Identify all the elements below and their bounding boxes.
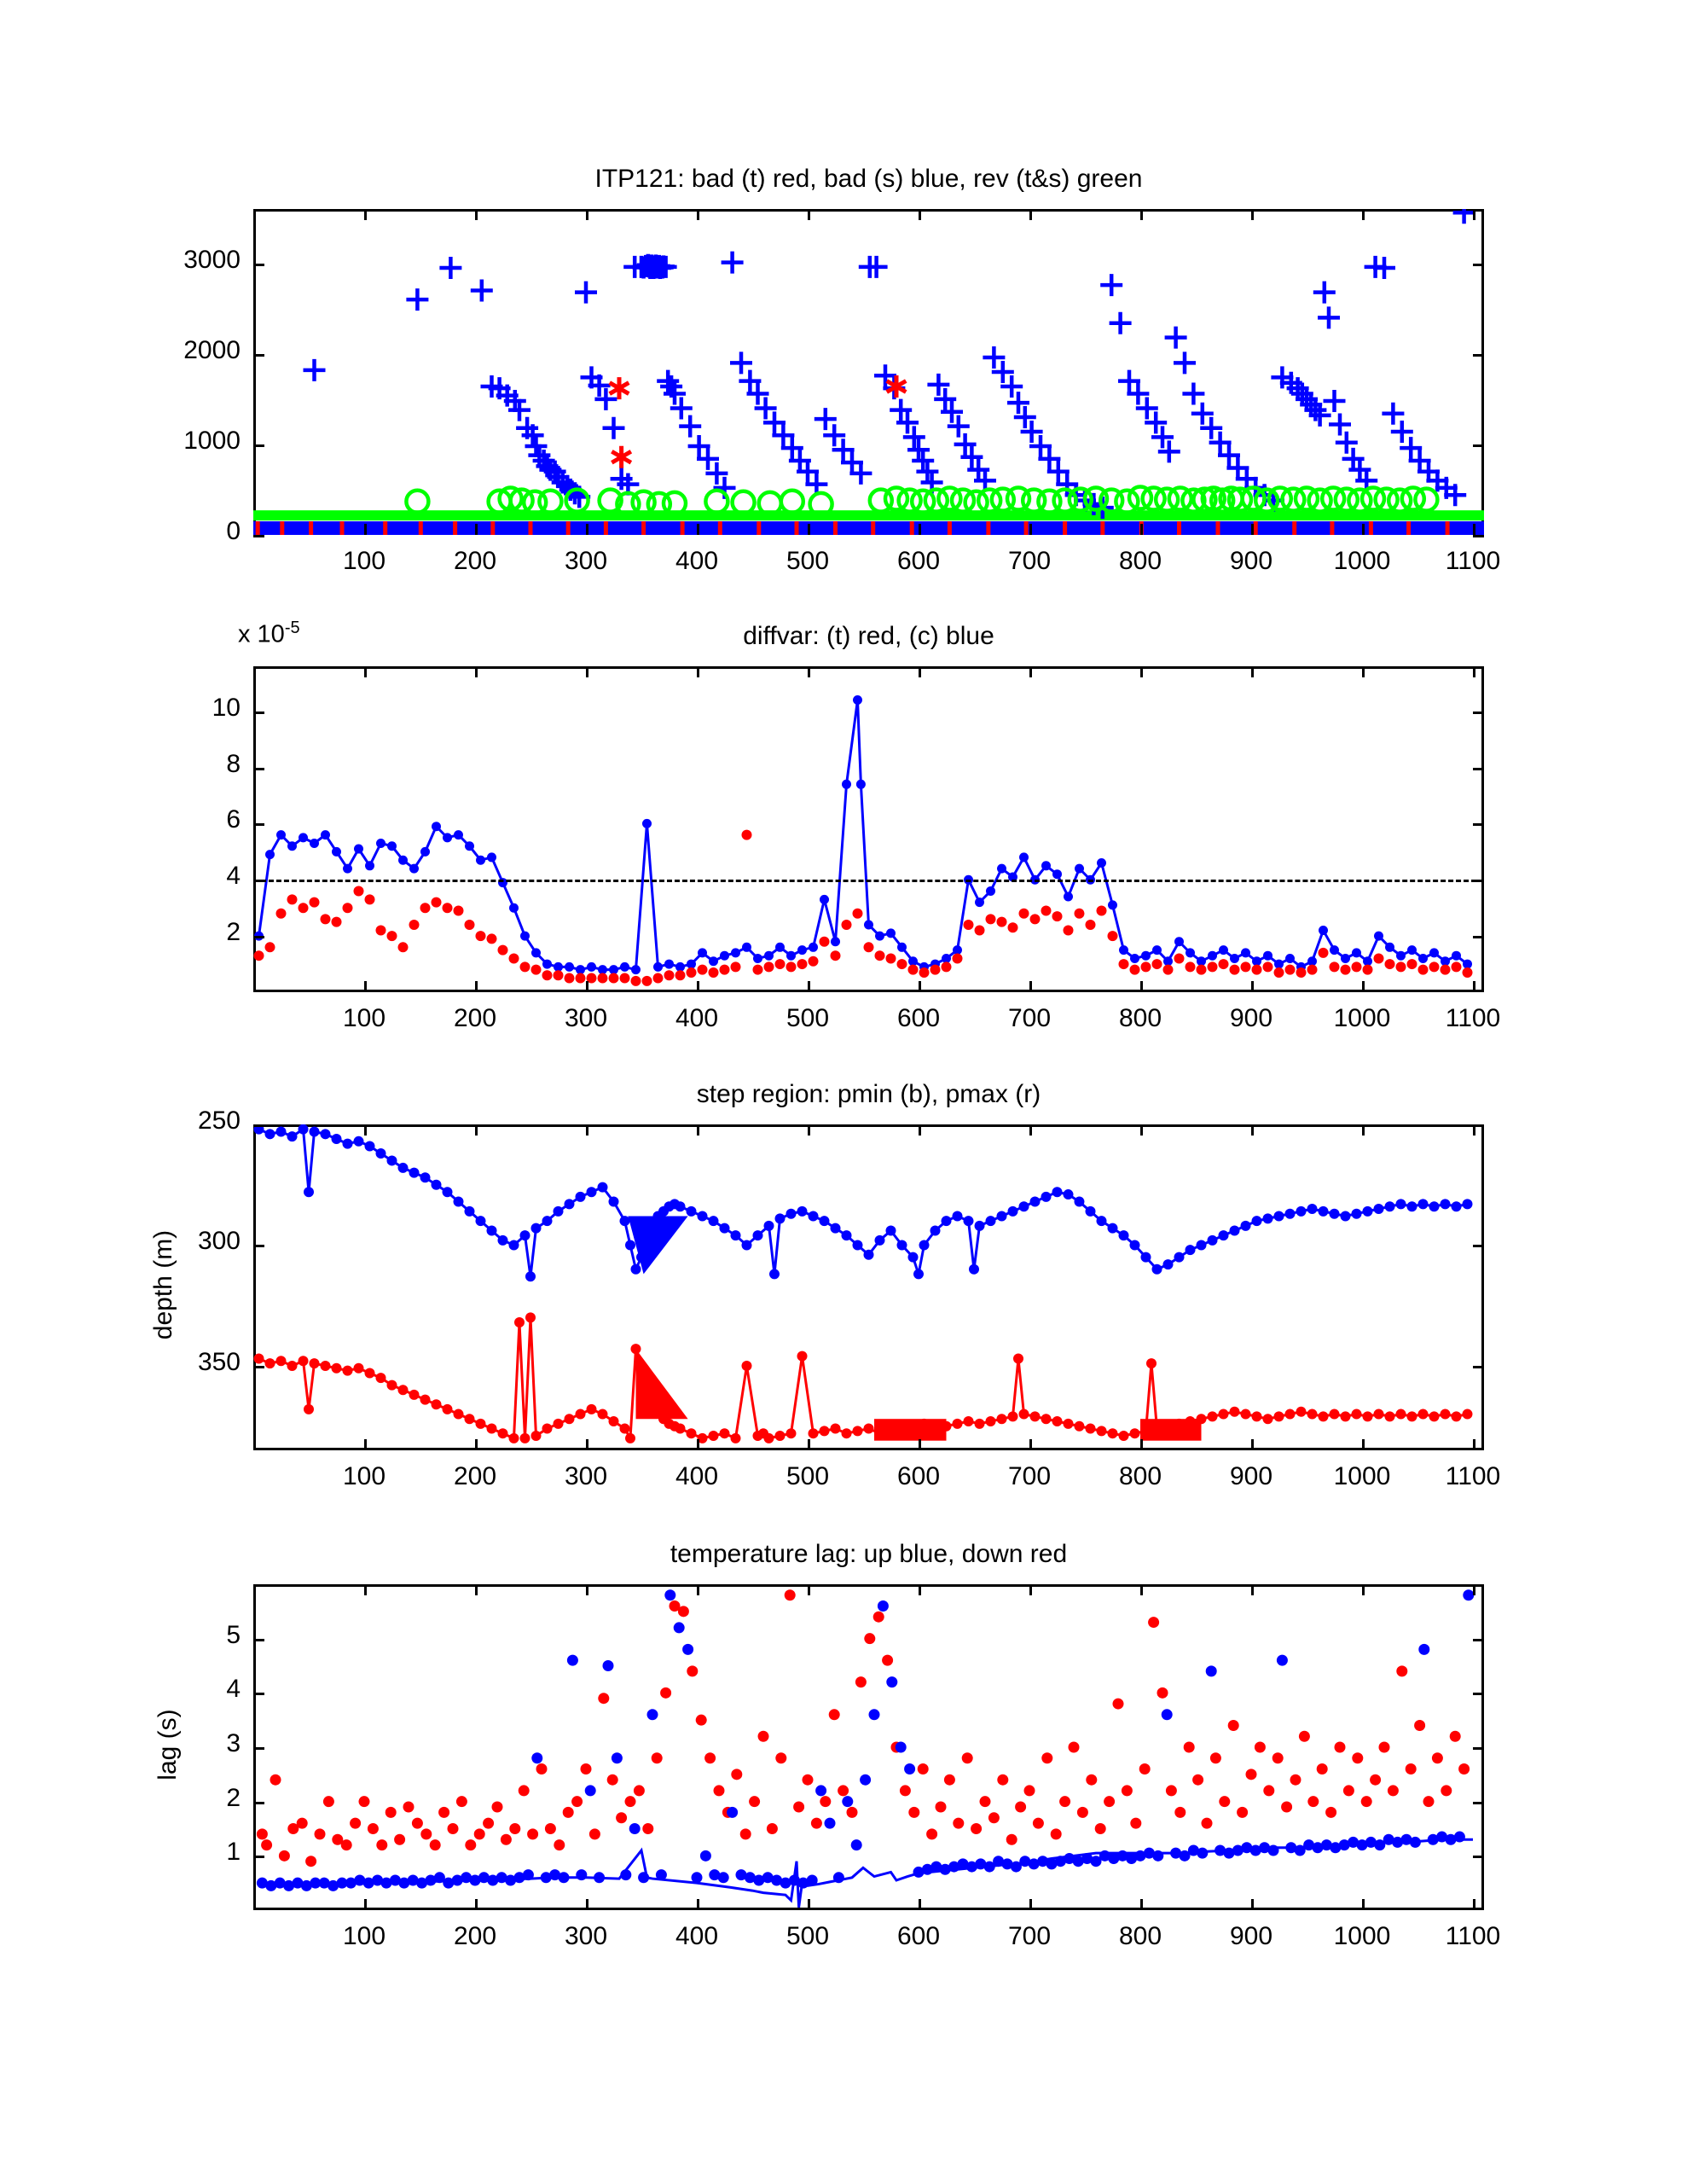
x-tick-top	[1140, 1124, 1143, 1136]
x-tick-label: 1100	[1445, 1004, 1501, 1032]
x-tick	[364, 524, 367, 535]
x-tick-label: 900	[1229, 1922, 1273, 1950]
x-tick-top	[364, 666, 367, 677]
x-tick-label: 300	[564, 1004, 608, 1032]
y-tick	[253, 1856, 264, 1858]
x-tick-label: 200	[453, 1004, 497, 1032]
x-tick-top	[1473, 666, 1475, 677]
y-tick-label: 1000	[183, 426, 241, 455]
y-tick	[253, 936, 264, 938]
x-tick-label: 1000	[1333, 1462, 1391, 1490]
panel-diffvar-title: diffvar: (t) red, (c) blue	[743, 622, 994, 650]
x-tick-label: 500	[786, 1004, 830, 1032]
x-tick-label: 300	[564, 547, 608, 575]
x-tick-top	[1251, 209, 1254, 220]
x-tick-label: 300	[564, 1462, 608, 1490]
x-tick-label: 1100	[1445, 547, 1501, 575]
x-tick	[1362, 1439, 1365, 1450]
y-tick-right	[1473, 354, 1484, 357]
x-tick	[1473, 524, 1475, 535]
x-tick-top	[808, 209, 810, 220]
x-tick-label: 500	[786, 1462, 830, 1490]
series-group	[257, 1589, 1474, 1908]
x-tick-top	[475, 1584, 478, 1595]
x-tick-label: 100	[342, 1462, 386, 1490]
x-tick-label: 700	[1007, 547, 1052, 575]
y-tick-label: 250	[197, 1107, 241, 1135]
pmin-line	[259, 1130, 1468, 1277]
y-tick-label: 10	[212, 693, 241, 722]
x-tick	[1029, 981, 1032, 992]
x-tick-label: 900	[1229, 547, 1273, 575]
x-tick-top	[1029, 209, 1032, 220]
x-tick	[697, 981, 699, 992]
x-tick	[697, 524, 699, 535]
x-tick-top	[808, 1124, 810, 1136]
x-tick-top	[1362, 1124, 1365, 1136]
x-tick-top	[697, 666, 699, 677]
x-tick-label: 1000	[1333, 547, 1391, 575]
panel-step-region-title: step region: pmin (b), pmax (r)	[696, 1080, 1041, 1108]
x-tick-label: 1100	[1445, 1462, 1501, 1490]
y-tick-right	[1473, 444, 1484, 447]
y-tick-label: 2000	[183, 335, 241, 364]
x-tick	[1362, 981, 1365, 992]
x-tick-top	[697, 1124, 699, 1136]
x-tick-label: 600	[896, 1004, 941, 1032]
y-tick-right	[1473, 1639, 1484, 1641]
y-tick-right	[1473, 1856, 1484, 1858]
x-tick	[475, 1899, 478, 1910]
x-tick	[1251, 524, 1254, 535]
x-tick-top	[475, 209, 478, 220]
x-tick-top	[1251, 1584, 1254, 1595]
rev-baseline-line	[253, 510, 1484, 520]
x-tick-label: 500	[786, 547, 830, 575]
x-tick	[1473, 981, 1475, 992]
x-tick-top	[1473, 209, 1475, 220]
x-tick-label: 800	[1118, 1462, 1162, 1490]
x-tick-top	[586, 209, 588, 220]
x-tick-top	[808, 1584, 810, 1595]
y-tick	[253, 1693, 264, 1695]
x-tick-top	[586, 1124, 588, 1136]
y-tick	[253, 1245, 264, 1247]
x-tick-label: 200	[453, 1922, 497, 1950]
x-tick-label: 500	[786, 1922, 830, 1950]
x-tick-top	[1251, 666, 1254, 677]
x-tick-top	[475, 666, 478, 677]
x-tick-top	[586, 1584, 588, 1595]
x-tick-top	[1140, 209, 1143, 220]
y-tick-right	[1473, 1693, 1484, 1695]
x-tick	[475, 524, 478, 535]
y-tick-right	[1473, 1802, 1484, 1804]
x-tick-top	[1029, 1584, 1032, 1595]
x-tick-top	[1362, 1584, 1365, 1595]
x-tick-label: 600	[896, 1922, 941, 1950]
pmax-dense-block-b	[1140, 1419, 1202, 1440]
y-tick	[253, 1802, 264, 1804]
y-tick-right	[1473, 768, 1484, 770]
x-tick-label: 700	[1007, 1462, 1052, 1490]
y-tick-right	[1473, 535, 1484, 537]
x-tick-label: 1100	[1445, 1922, 1501, 1950]
y-tick-label: 3000	[183, 245, 241, 274]
x-tick	[1362, 524, 1365, 535]
y-tick-label: 350	[197, 1347, 241, 1376]
x-tick-label: 100	[342, 1004, 386, 1032]
y-tick-right	[1473, 1124, 1484, 1127]
diffvar-threshold-line	[253, 880, 1484, 882]
y-tick-label: 4	[226, 862, 241, 891]
x-tick	[475, 981, 478, 992]
x-tick-label: 700	[1007, 1922, 1052, 1950]
x-tick-label: 200	[453, 1462, 497, 1490]
x-tick-label: 1000	[1333, 1922, 1391, 1950]
x-tick	[364, 981, 367, 992]
y-tick	[253, 768, 264, 770]
x-tick-label: 600	[896, 1462, 941, 1490]
x-tick-label: 400	[675, 1462, 719, 1490]
exponent-power: -5	[284, 619, 300, 637]
panel-temperature-lag-ylabel: lag (s)	[154, 1709, 182, 1780]
y-tick-label: 3	[226, 1729, 241, 1757]
x-tick	[808, 981, 810, 992]
x-tick	[697, 1439, 699, 1450]
x-tick-top	[919, 1124, 921, 1136]
x-tick-label: 800	[1118, 547, 1162, 575]
panel-temperature-lag	[154, 1540, 1501, 1950]
x-tick-top	[919, 666, 921, 677]
x-tick	[1140, 1899, 1143, 1910]
y-tick	[253, 444, 264, 447]
x-tick-top	[1251, 1124, 1254, 1136]
x-tick-top	[1029, 1124, 1032, 1136]
y-tick	[253, 1639, 264, 1641]
x-tick	[697, 1899, 699, 1910]
y-tick-label: 4	[226, 1675, 241, 1704]
x-tick-top	[1362, 666, 1365, 677]
series-group	[254, 695, 1473, 986]
y-tick	[253, 1366, 264, 1368]
x-tick-label: 800	[1118, 1004, 1162, 1032]
y-tick-right	[1473, 1366, 1484, 1368]
pmax-line	[259, 1317, 1468, 1438]
x-tick	[475, 1439, 478, 1450]
panel-step-region-plot	[253, 1124, 1484, 1450]
dense-bad-s-band	[253, 521, 1484, 535]
x-tick	[1473, 1439, 1475, 1450]
x-tick-top	[808, 666, 810, 677]
y-tick	[253, 535, 264, 537]
pmax-markers	[254, 1312, 1473, 1443]
x-tick-label: 400	[675, 1922, 719, 1950]
x-tick	[1251, 1439, 1254, 1450]
x-tick	[364, 1439, 367, 1450]
x-tick-label: 700	[1007, 1004, 1052, 1032]
x-tick-top	[475, 1124, 478, 1136]
x-tick-label: 1000	[1333, 1004, 1391, 1032]
x-tick	[919, 1899, 921, 1910]
panel-diffvar	[212, 619, 1501, 1032]
series-group	[254, 1124, 1473, 1443]
x-tick	[1251, 1899, 1254, 1910]
y-tick-right	[1473, 1245, 1484, 1247]
x-tick-top	[364, 1584, 367, 1595]
x-tick	[1140, 1439, 1143, 1450]
panel-bad-flags	[183, 165, 1501, 575]
x-tick	[1140, 524, 1143, 535]
x-tick-top	[1029, 666, 1032, 677]
y-tick-label: 300	[197, 1227, 241, 1256]
y-tick	[253, 354, 264, 357]
x-tick-label: 400	[675, 547, 719, 575]
y-tick-right	[1473, 712, 1484, 714]
x-tick-label: 300	[564, 1922, 608, 1950]
x-tick	[919, 981, 921, 992]
x-tick-top	[1140, 1584, 1143, 1595]
y-tick-label: 5	[226, 1620, 241, 1649]
y-tick	[253, 1747, 264, 1750]
y-tick-label: 1	[226, 1838, 241, 1867]
panel-temperature-lag-plot	[253, 1584, 1484, 1910]
y-tick	[253, 264, 264, 266]
y-tick-right	[1473, 823, 1484, 826]
x-tick	[808, 1899, 810, 1910]
y-tick-label: 0	[226, 517, 241, 545]
panel-bad-flags-title: ITP121: bad (t) red, bad (s) blue, rev (t&s) green	[594, 165, 1143, 193]
x-tick-label: 800	[1118, 1922, 1162, 1950]
x-tick	[1473, 1899, 1475, 1910]
x-tick-top	[364, 1124, 367, 1136]
x-tick	[586, 524, 588, 535]
y-tick-label: 6	[226, 805, 241, 834]
x-tick	[364, 1899, 367, 1910]
x-tick	[1362, 1899, 1365, 1910]
x-tick-top	[697, 1584, 699, 1595]
x-tick-top	[919, 1584, 921, 1595]
panel-diffvar-exponent	[238, 619, 300, 649]
y-tick-label: 8	[226, 749, 241, 778]
pmax-dense-wedge	[636, 1349, 688, 1419]
x-tick-top	[919, 209, 921, 220]
x-tick-label: 400	[675, 1004, 719, 1032]
x-tick-label: 200	[453, 547, 497, 575]
x-tick	[1029, 524, 1032, 535]
x-tick-label: 100	[342, 1922, 386, 1950]
panel-temperature-lag-title: temperature lag: up blue, down red	[670, 1540, 1068, 1568]
x-tick-top	[586, 666, 588, 677]
y-tick	[253, 1124, 264, 1127]
x-tick-top	[1140, 666, 1143, 677]
y-tick	[253, 823, 264, 826]
x-tick	[808, 524, 810, 535]
x-tick-label: 900	[1229, 1004, 1273, 1032]
x-tick	[919, 524, 921, 535]
x-tick	[586, 1439, 588, 1450]
x-tick-top	[697, 209, 699, 220]
panel-diffvar-plot	[253, 666, 1484, 992]
x-tick	[586, 1899, 588, 1910]
x-tick	[1029, 1899, 1032, 1910]
x-tick-top	[1362, 209, 1365, 220]
x-tick-label: 100	[342, 547, 386, 575]
x-tick	[1029, 1439, 1032, 1450]
y-tick	[253, 712, 264, 714]
x-tick-top	[364, 209, 367, 220]
x-tick	[586, 981, 588, 992]
x-tick-label: 600	[896, 547, 941, 575]
x-tick	[1140, 981, 1143, 992]
pmax-dense-block-a	[874, 1419, 947, 1440]
x-tick	[808, 1439, 810, 1450]
series-group	[253, 209, 1484, 535]
lag-down-markers	[257, 1589, 1470, 1867]
pmin-markers	[254, 1124, 1473, 1281]
panel-step-region	[149, 1080, 1501, 1490]
y-tick-right	[1473, 264, 1484, 266]
diffvar-c-line	[259, 700, 1468, 970]
x-tick	[919, 1439, 921, 1450]
y-tick-label: 2	[226, 918, 241, 947]
x-tick	[1251, 981, 1254, 992]
x-tick-label: 900	[1229, 1462, 1273, 1490]
bad-s-plus-markers	[304, 209, 1475, 519]
y-tick-label: 2	[226, 1783, 241, 1812]
y-tick-right	[1473, 1747, 1484, 1750]
panel-step-region-ylabel: depth (m)	[149, 1229, 177, 1340]
x-tick-top	[1473, 1584, 1475, 1595]
panel-bad-flags-plot	[253, 209, 1484, 535]
y-tick-right	[1473, 936, 1484, 938]
exponent-mantissa: x 10	[238, 620, 285, 648]
